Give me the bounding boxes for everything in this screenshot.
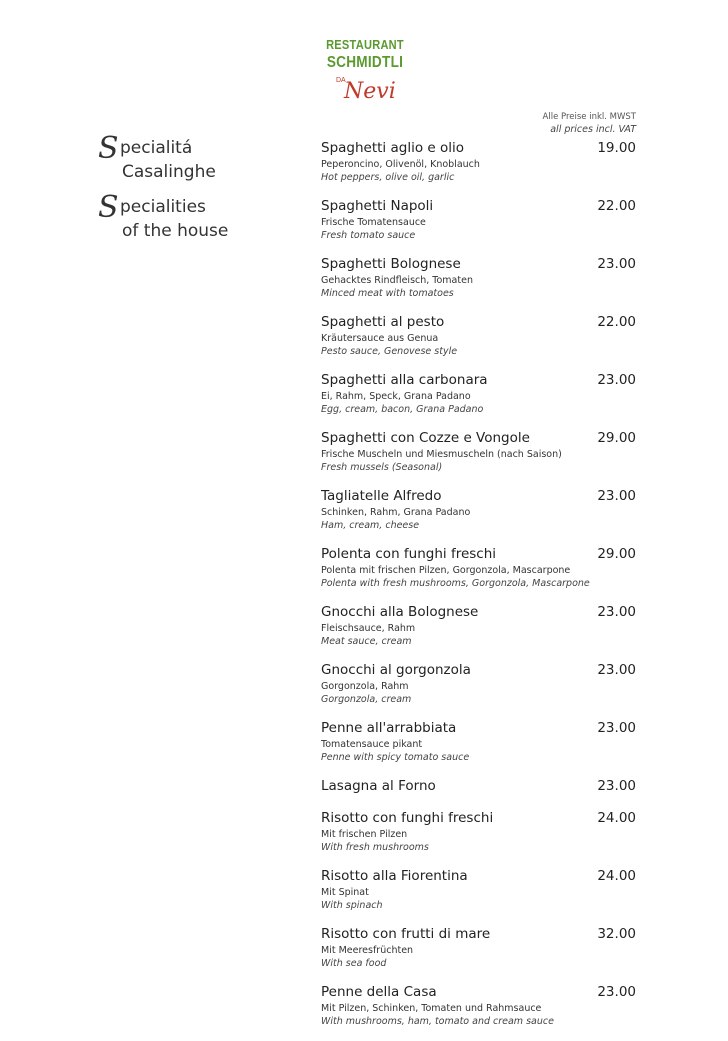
menu-item-price: 23.00 — [597, 488, 636, 504]
menu-item-description-en: With sea food — [321, 958, 387, 969]
menu-item-description-en: Ham, cream, cheese — [321, 520, 420, 531]
menu-item-description-de: Gorgonzola, Rahm — [321, 681, 409, 692]
menu-item — [321, 371, 636, 416]
menu-item-description-de: Ei, Rahm, Speck, Grana Padano — [321, 391, 471, 402]
title-en-rest: pecialities — [120, 197, 206, 217]
menu-item-price: 23.00 — [597, 662, 636, 678]
menu-item-header — [321, 983, 636, 1002]
menu-item-description-en: With fresh mushrooms — [321, 842, 429, 853]
vat-note — [543, 112, 636, 136]
menu-item-header — [321, 371, 636, 390]
menu-item-name: Penne all'arrabbiata — [321, 720, 457, 736]
menu-item-name: Risotto con funghi freschi — [321, 810, 494, 826]
title-it-line2: Casalinghe — [122, 162, 216, 182]
menu-item-description-de: Mit frischen Pilzen — [321, 829, 408, 840]
menu-item-description-en: Pesto sauce, Genovese style — [321, 346, 458, 357]
menu-item — [321, 719, 636, 764]
restaurant-logo — [300, 36, 430, 105]
menu-item-header — [321, 545, 636, 564]
menu-item-description-en: Hot peppers, olive oil, garlic — [321, 172, 455, 183]
menu-item-header — [321, 661, 636, 680]
menu-item-description-de: Fleischsauce, Rahm — [321, 623, 416, 634]
menu-item-description-de: Mit Spinat — [321, 887, 369, 898]
menu-item-price: 23.00 — [597, 984, 636, 1000]
menu-item-description-de: Kräutersauce aus Genua — [321, 333, 439, 344]
menu-item-name: Spaghetti con Cozze e Vongole — [321, 430, 530, 446]
menu-item — [321, 809, 636, 854]
menu-item-name: Tagliatelle Alfredo — [321, 488, 442, 504]
menu-item-price: 22.00 — [597, 314, 636, 330]
menu-item-header — [321, 867, 636, 886]
menu-item — [321, 197, 636, 242]
menu-item-name: Spaghetti aglio e olio — [321, 140, 464, 156]
vat-note-de: Alle Preise inkl. MWST — [542, 112, 636, 122]
menu-item-header — [321, 809, 636, 828]
menu-item-name: Polenta con funghi freschi — [321, 546, 497, 562]
menu-item — [321, 313, 636, 358]
menu-item-description-en: With mushrooms, ham, tomato and cream sauce — [321, 1016, 554, 1027]
title-en-line2: of the house — [122, 221, 229, 241]
menu-item-name: Gnocchi al gorgonzola — [321, 662, 471, 678]
title-it-rest: pecialitá — [120, 138, 193, 158]
menu-item-description-de: Frische Muscheln und Miesmuscheln (nach Saison) — [321, 449, 562, 460]
menu-item-description-en: Meat sauce, cream — [321, 636, 412, 647]
menu-item-price: 23.00 — [597, 372, 636, 388]
menu-item-price: 29.00 — [597, 430, 636, 446]
menu-item-description-en: Minced meat with tomatoes — [321, 288, 454, 299]
logo-line-restaurant: RESTAURANT — [326, 37, 404, 52]
menu-item-price: 23.00 — [597, 778, 636, 794]
menu-item-description-en: Fresh tomato sauce — [321, 230, 416, 241]
menu-item-header — [321, 487, 636, 506]
section-title-italian — [98, 131, 228, 183]
menu-item-description-en: With spinach — [321, 900, 383, 911]
menu-item — [321, 925, 636, 970]
menu-item-price: 23.00 — [597, 720, 636, 736]
menu-item-price: 23.00 — [597, 604, 636, 620]
section-title — [98, 131, 229, 254]
logo-nevi: Nevi — [344, 79, 396, 104]
menu-item-description-en: Fresh mussels (Seasonal) — [321, 462, 443, 473]
menu-item — [321, 603, 636, 648]
menu-item-description-en: Penne with spicy tomato sauce — [321, 752, 470, 763]
title-it-initial: S — [98, 131, 119, 166]
menu-item — [321, 983, 636, 1028]
menu-item-description-de: Tomatensauce pikant — [321, 739, 423, 750]
menu-item — [321, 487, 636, 532]
menu-item-name: Risotto alla Fiorentina — [321, 868, 468, 884]
menu-item-description-en: Polenta with fresh mushrooms, Gorgonzola, Mascarpone — [321, 578, 590, 589]
menu-item-name: Risotto con frutti di mare — [321, 926, 491, 942]
logo-da: DA — [336, 77, 346, 84]
section-title-english — [98, 190, 229, 242]
menu-item — [321, 661, 636, 706]
menu-item-price: 29.00 — [597, 546, 636, 562]
menu-item-name: Spaghetti al pesto — [321, 314, 445, 330]
menu-item-name: Penne della Casa — [321, 984, 437, 1000]
menu-item-price: 23.00 — [597, 256, 636, 272]
menu-item-name: Spaghetti Bolognese — [321, 256, 461, 272]
menu-item-price: 24.00 — [597, 868, 636, 884]
menu-item-header — [321, 777, 636, 796]
menu-item-name: Gnocchi alla Bolognese — [321, 604, 479, 620]
menu-item-description-de: Frische Tomatensauce — [321, 217, 426, 228]
menu-item-description-de: Mit Meeresfrüchten — [321, 945, 414, 956]
menu-item-header — [321, 719, 636, 738]
title-en-initial: S — [98, 190, 119, 225]
menu-item — [321, 429, 636, 474]
menu-item-price: 19.00 — [597, 140, 636, 156]
menu-item-price: 24.00 — [597, 810, 636, 826]
menu-item-header — [321, 429, 636, 448]
menu-item-header — [321, 255, 636, 274]
menu-item — [321, 867, 636, 912]
menu-item-header — [321, 139, 636, 158]
menu-item — [321, 777, 636, 796]
menu-item-header — [321, 603, 636, 622]
menu-item-price: 32.00 — [597, 926, 636, 942]
menu-item-description-de: Mit Pilzen, Schinken, Tomaten und Rahmsauce — [321, 1003, 542, 1014]
menu-item-name: Spaghetti Napoli — [321, 198, 434, 214]
menu-item — [321, 545, 636, 590]
menu-item-description-en: Egg, cream, bacon, Grana Padano — [321, 404, 484, 415]
menu-item — [321, 255, 636, 300]
menu-item — [321, 139, 636, 184]
menu-item-price: 22.00 — [597, 198, 636, 214]
menu-item-header — [321, 313, 636, 332]
vat-note-en: all prices incl. VAT — [550, 124, 636, 135]
menu-item-header — [321, 197, 636, 216]
menu-item-description-en: Gorgonzola, cream — [321, 694, 412, 705]
menu-item-description-de: Schinken, Rahm, Grana Padano — [321, 507, 471, 518]
menu-item-name: Lasagna al Forno — [321, 778, 436, 794]
logo-line-schmidtli: SCHMIDTLI — [326, 54, 404, 71]
logo-da-nevi — [300, 75, 430, 105]
menu-item-header — [321, 925, 636, 944]
menu-item-name: Spaghetti alla carbonara — [321, 372, 488, 388]
menu-item-description-de: Gehacktes Rindfleisch, Tomaten — [321, 275, 473, 286]
menu-item-description-de: Peperoncino, Olivenöl, Knoblauch — [321, 159, 480, 170]
menu-list — [321, 139, 636, 1041]
menu-item-description-de: Polenta mit frischen Pilzen, Gorgonzola, Mascarpone — [321, 565, 571, 576]
